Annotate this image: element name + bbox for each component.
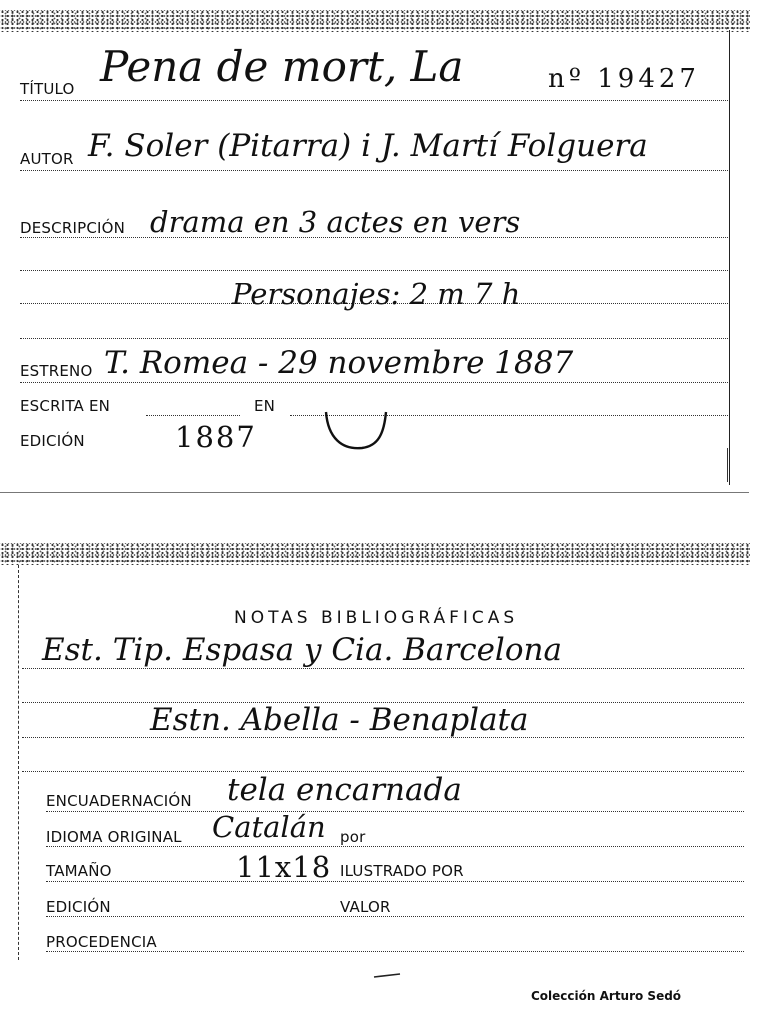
scan-noise-bottom <box>0 543 750 565</box>
stray-pen-mark <box>370 968 410 982</box>
handwritten-number: nº 19427 <box>548 64 700 94</box>
label-ilustrado-por: ILUSTRADO POR <box>340 862 464 880</box>
notes-title: NOTAS BIBLIOGRÁFICAS <box>234 608 519 628</box>
blank-line-1 <box>20 270 728 271</box>
titulo-line <box>20 100 728 101</box>
label-estreno: ESTRENO <box>20 362 93 380</box>
label-edicion-bottom: EDICIÓN <box>46 898 111 916</box>
blank-line-3 <box>20 338 728 339</box>
label-idioma-original: IDIOMA ORIGINAL <box>46 828 182 846</box>
label-valor: VALOR <box>340 898 391 916</box>
handwritten-autor: F. Soler (Pitarra) i J. Martí Folguera <box>88 128 648 164</box>
label-procedencia: PROCEDENCIA <box>46 933 157 951</box>
estreno-line <box>20 382 728 383</box>
label-titulo: TÍTULO <box>20 80 75 98</box>
idioma-line <box>46 846 744 847</box>
scan-noise-top <box>0 10 750 32</box>
autor-line <box>20 170 728 171</box>
notes-line-1 <box>22 668 744 669</box>
tamano-line <box>46 881 744 882</box>
card-top-right-tick <box>727 448 728 482</box>
handwritten-tamano: 11x18 <box>236 850 332 884</box>
label-autor: AUTOR <box>20 150 74 168</box>
label-por: por <box>340 828 366 846</box>
handwritten-edicion-top: 1887 <box>175 420 257 454</box>
handwritten-encuadernacion: tela encarnada <box>227 772 462 808</box>
procedencia-line <box>46 951 744 952</box>
label-edicion-top: EDICIÓN <box>20 432 85 450</box>
handwritten-descripcion: drama en 3 actes en vers <box>150 205 521 239</box>
label-tamano: TAMAÑO <box>46 862 112 880</box>
label-descripcion: DESCRIPCIÓN <box>20 219 126 237</box>
handwritten-titulo: Pena de mort, La <box>100 42 464 91</box>
edicion-valor-line <box>46 916 744 917</box>
encuadernacion-line <box>46 811 744 812</box>
label-escrita-en: ESCRITA EN <box>20 397 111 415</box>
label-encuadernacion: ENCUADERNACIÓN <box>46 792 192 810</box>
handwritten-note-2: Estn. Abella - Benaplata <box>150 702 529 738</box>
handwritten-idioma: Catalán <box>212 810 326 844</box>
card-divider <box>0 492 749 493</box>
pen-stroke-mark <box>322 408 394 456</box>
handwritten-note-1: Est. Tip. Espasa y Cia. Barcelona <box>42 632 562 668</box>
collection-footer: Colección Arturo Sedó <box>531 989 682 1003</box>
handwritten-estreno: T. Romea - 29 novembre 1887 <box>104 345 574 381</box>
escrita-en-line <box>146 415 240 416</box>
handwritten-personajes: Personajes: 2 m 7 h <box>232 277 521 311</box>
label-en: EN <box>254 397 276 415</box>
